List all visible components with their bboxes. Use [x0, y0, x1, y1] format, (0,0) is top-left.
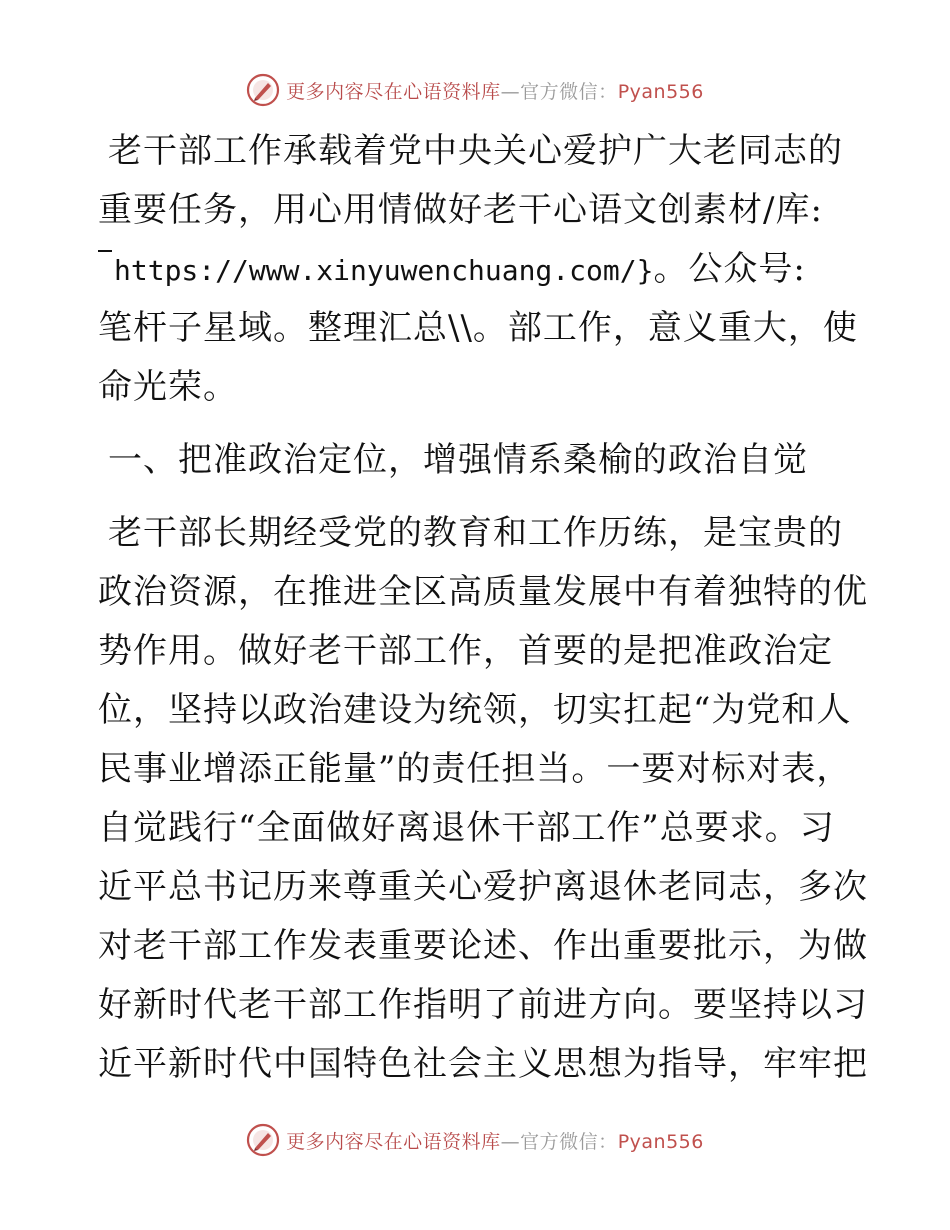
stroke-mark: [98, 250, 112, 252]
watermark-wechat-id: Pyan556: [617, 1130, 704, 1153]
paragraph-1-line-2: 重要任务，用心用情做好老干心语文创素材/库:: [98, 190, 823, 230]
section-heading-1: 一、把准政治定位，增强情系桑榆的政治自觉: [108, 440, 808, 480]
paragraph-1-line-3: [98, 240, 858, 299]
paragraph-1-line-4: 笔杆子星域。整理汇总\\。部工作，意义重大，使: [98, 308, 858, 348]
paragraph-2-line-4: 位，坚持以政治建设为统领，切实扛起“为党和人: [98, 690, 852, 730]
watermark-separator: —: [500, 80, 521, 103]
document-body: [98, 122, 868, 1094]
paragraph-2-line-2: 政治资源，在推进全区高质量发展中有着独特的优: [98, 572, 868, 612]
paragraph-2-line-8: 对老干部工作发表重要论述、作出重要批示，为做: [98, 926, 868, 966]
paragraph-2-line-9: 好新时代老干部工作指明了前进方向。要坚持以习: [98, 985, 868, 1025]
paragraph-1-line-3-rest: 。公众号:: [653, 249, 806, 289]
paragraph-2-line-6: 自觉践行“全面做好离退休干部工作”总要求。习: [98, 808, 835, 848]
paragraph-1-line-5: 命光荣。: [98, 367, 238, 407]
paragraph-2-line-5: 民事业增添正能量”的责任担当。一要对标对表，: [98, 749, 852, 789]
watermark-site-text: 更多内容尽在心语资料库: [286, 80, 501, 103]
paragraph-2-line-3: 势作用。做好老干部工作，首要的是把准政治定: [98, 631, 833, 671]
watermark-separator: —: [500, 1130, 521, 1153]
watermark-wechat-label: 官方微信：: [520, 1130, 618, 1153]
footer-watermark: [0, 1120, 950, 1160]
pen-circle-logo-icon: [246, 73, 280, 107]
header-watermark: [0, 70, 950, 110]
source-url: https://www.xinyuwenchuang.com/}: [114, 254, 654, 287]
watermark-text: [286, 77, 704, 104]
watermark-wechat-id: Pyan556: [617, 80, 704, 103]
paragraph-2-line-7: 近平总书记历来尊重关心爱护离退休老同志，多次: [98, 867, 868, 907]
pen-circle-logo-icon: [246, 1123, 280, 1157]
watermark-site-text: 更多内容尽在心语资料库: [286, 1130, 501, 1153]
paragraph-1-line-1: 老干部工作承载着党中央关心爱护广大老同志的: [108, 131, 843, 171]
paragraph-2-line-1: 老干部长期经受党的教育和工作历练，是宝贵的: [108, 513, 843, 553]
paragraph-2-line-10: 近平新时代中国特色社会主义思想为指导，牢牢把: [98, 1044, 868, 1084]
watermark-wechat-label: 官方微信：: [520, 80, 618, 103]
watermark-text: [286, 1127, 704, 1154]
